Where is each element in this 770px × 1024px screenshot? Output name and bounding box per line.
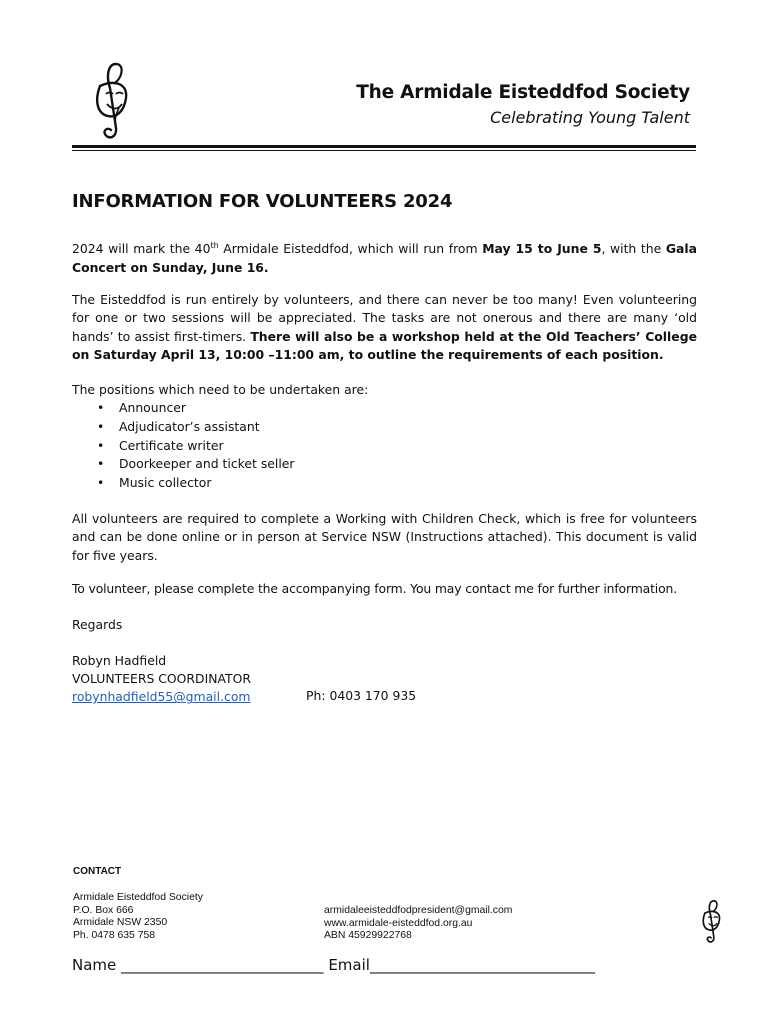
- treble-clef-mask-icon: [86, 58, 136, 142]
- header-rule-thick: [72, 145, 696, 148]
- contact-abn: ABN 45929922768: [324, 930, 412, 942]
- contact-line: Armidale Eisteddfod Society: [73, 892, 203, 903]
- email-label: Email: [328, 956, 370, 974]
- email-field[interactable]: ______________________________: [369, 956, 595, 974]
- contact-online: [324, 905, 512, 943]
- signature-block: [72, 652, 251, 707]
- name-field[interactable]: ___________________________: [121, 956, 324, 974]
- form-fields: [72, 956, 595, 974]
- contact-line: Armidale NSW 2350: [73, 917, 168, 929]
- volunteers-paragraph: [72, 291, 697, 365]
- positions-list: [72, 399, 697, 492]
- list-item: • Music collector: [119, 474, 697, 493]
- regards: Regards: [72, 617, 123, 632]
- intro-text-3: , with the: [601, 241, 666, 257]
- volunteer-form-paragraph: To volunteer, please complete the accompanying form. You may contact me for further information.: [72, 581, 677, 596]
- contact-heading: CONTACT: [73, 866, 122, 877]
- intro-dates: May 15 to June 5: [482, 241, 602, 257]
- workshop-notice: There will also be a workshop held at the Old Teachers’ College on Saturday April 13, 10:00 –11:00 am, to outline the requirements of each position.: [72, 328, 697, 363]
- contact-website[interactable]: www.armidale-eisteddfod.org.au: [324, 917, 473, 929]
- signatory-role: VOLUNTEERS COORDINATOR: [72, 671, 251, 687]
- contact-line: Ph. 0478 635 758: [73, 929, 156, 941]
- email-link[interactable]: robynhadfield55@gmail.com: [72, 689, 251, 705]
- organisation-name: The Armidale Eisteddfod Society: [356, 82, 690, 103]
- intro-gala: Gala Concert on Sunday, June 16.: [72, 241, 697, 275]
- intro-paragraph: [72, 237, 697, 277]
- signatory-name: Robyn Hadfield: [72, 653, 167, 668]
- list-item: • Announcer: [119, 399, 697, 418]
- phone-number: Ph: 0403 170 935: [306, 688, 417, 703]
- positions-lead: The positions which need to be undertaken are:: [72, 382, 369, 397]
- positions-section: [72, 381, 697, 492]
- intro-text-1: 2024 will mark the 40: [72, 241, 211, 257]
- wwcc-paragraph: All volunteers are required to complete a Working with Children Check, which is free for volunteers and can be done online or in person at Service NSW (Instructions attached). This document is valid for five years.: [72, 511, 697, 563]
- intro-superscript: th: [210, 241, 219, 250]
- contact-line: P.O. Box 666: [73, 904, 134, 916]
- name-label: Name: [72, 956, 117, 974]
- header-rule-thin: [72, 150, 696, 151]
- document-title: INFORMATION FOR VOLUNTEERS 2024: [72, 191, 453, 212]
- list-item: • Adjudicator’s assistant: [119, 418, 697, 437]
- intro-text-2: Armidale Eisteddfod, which will run from: [218, 241, 483, 257]
- contact-email[interactable]: armidaleeisteddfodpresident@gmail.com: [324, 905, 513, 916]
- list-item: • Doorkeeper and ticket seller: [119, 455, 697, 474]
- tagline: Celebrating Young Talent: [490, 108, 690, 127]
- treble-clef-mask-icon: [697, 895, 725, 947]
- contact-address: [73, 892, 203, 942]
- volunteers-text: The Eisteddfod is run entirely by volunteers, and there can never be too many! Even volunteering for one or two sessions will be appreciated. The tasks are not onerous and there are many ‘old hands’ to assist first-timers.: [72, 292, 697, 344]
- list-item: • Certificate writer: [119, 437, 697, 456]
